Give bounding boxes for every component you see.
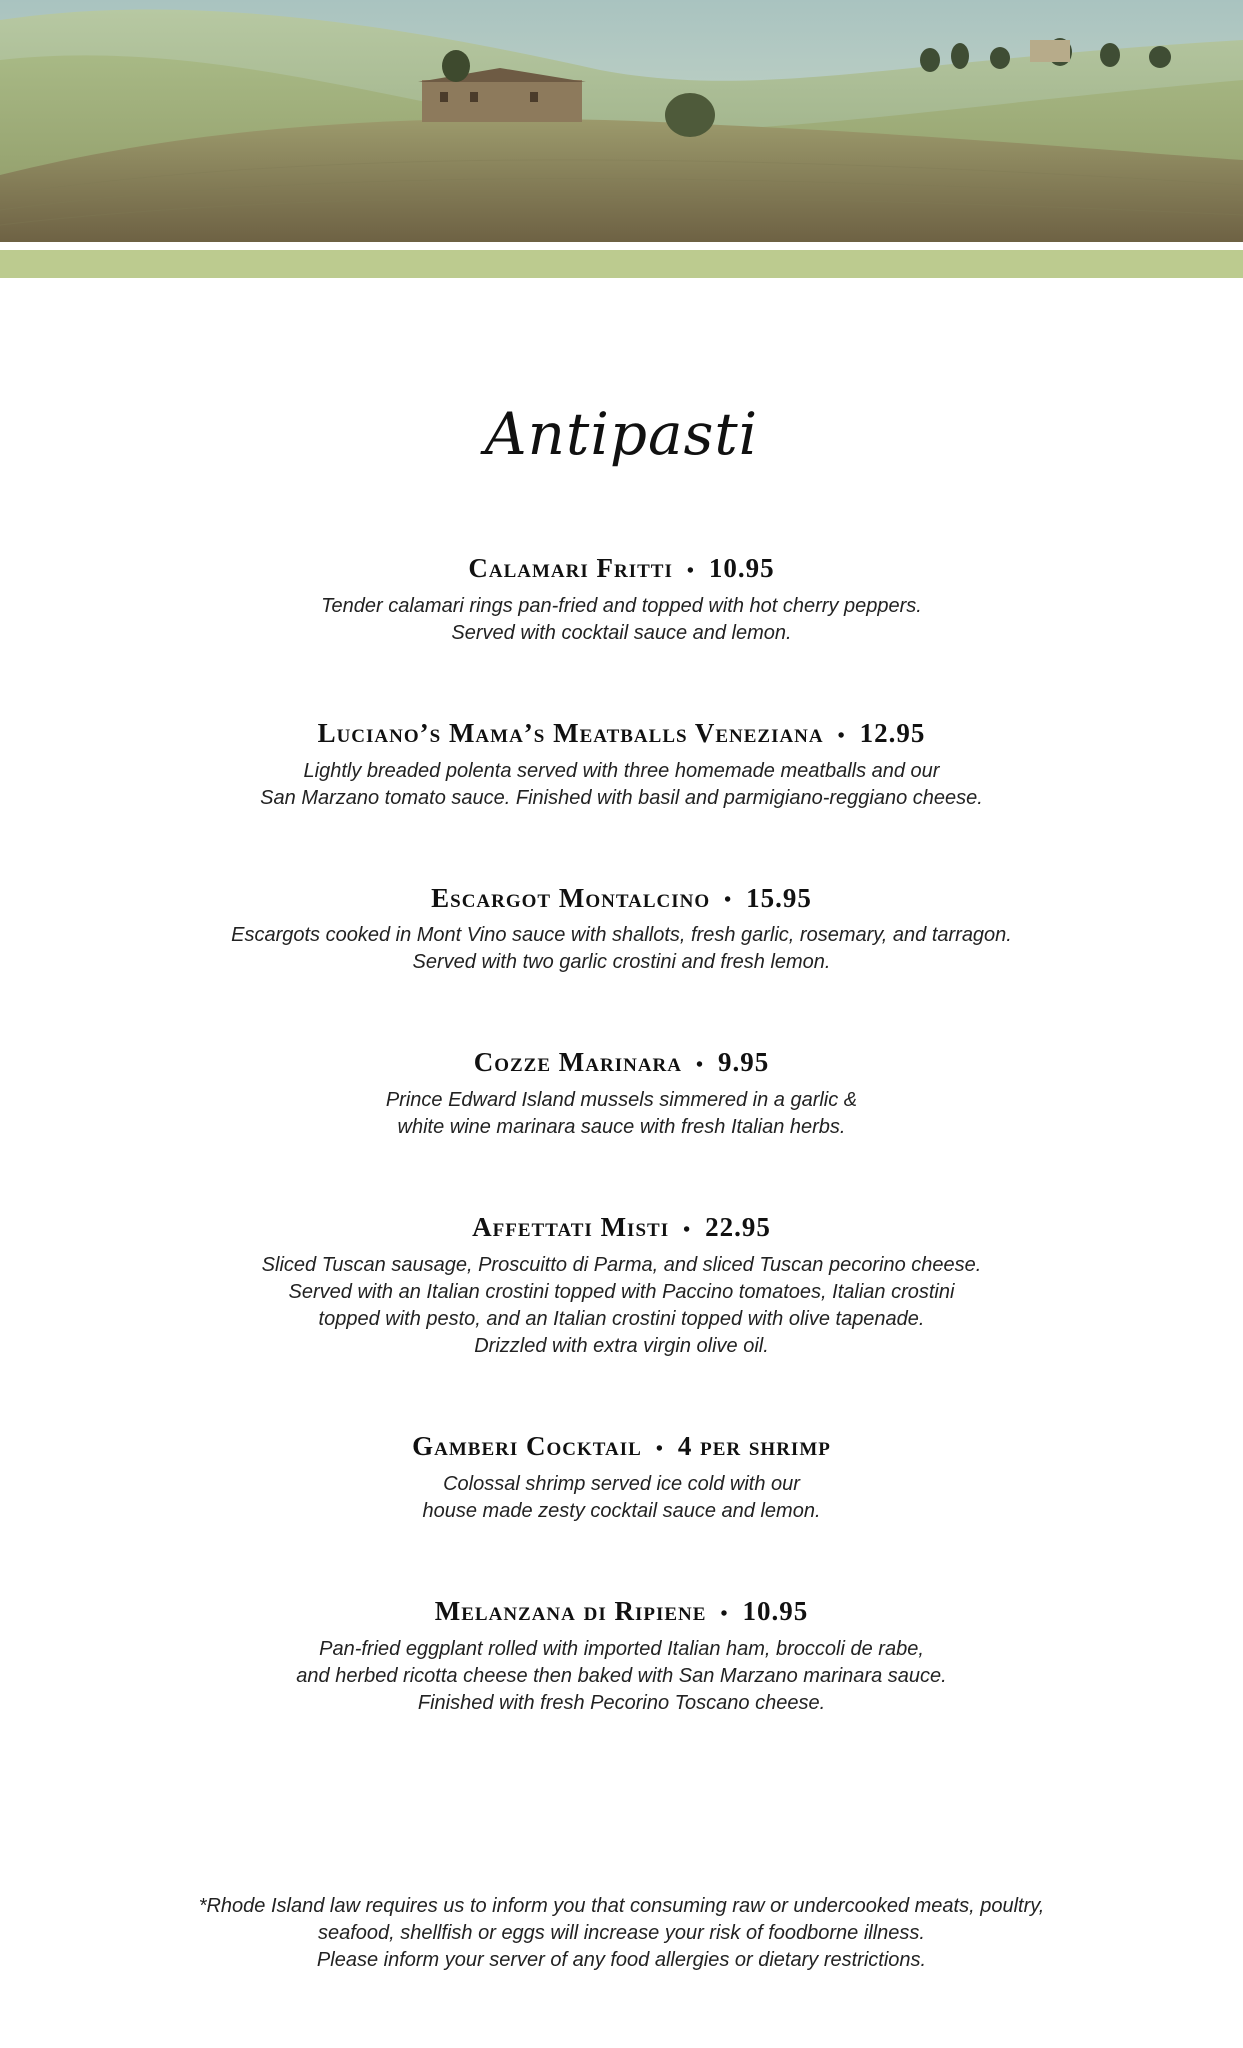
description-line: Sliced Tuscan sausage, Proscuitto di Parma, and sliced Tuscan pecorino cheese. <box>261 1253 982 1276</box>
menu-item-description <box>0 922 1243 976</box>
description-line: Pan-fried eggplant rolled with imported Italian ham, broccoli de rabe, <box>319 1637 924 1660</box>
menu-item-description <box>0 1636 1243 1717</box>
menu-item <box>0 548 1243 647</box>
bullet-separator-icon: • <box>696 1054 705 1077</box>
menu-item-price: 4 per shrimp <box>677 1430 831 1461</box>
description-line: house made zesty cocktail sauce and lemon. <box>422 1499 821 1522</box>
menu-item-description <box>0 1471 1243 1525</box>
description-line: Served with an Italian crostini topped with Paccino tomatoes, Italian crostini <box>288 1280 955 1303</box>
menu-item-header <box>0 1042 1243 1085</box>
menu-item-price: 10.95 <box>708 553 775 583</box>
menu-item-price: 12.95 <box>859 717 926 748</box>
menu-item <box>0 1426 1243 1525</box>
menu-list <box>0 548 1243 1783</box>
landscape-banner-image <box>0 0 1243 242</box>
description-line: Tender calamari rings pan-fried and topped with hot cherry peppers. <box>321 594 922 617</box>
footer-line: Please inform your server of any food allergies or dietary restrictions. <box>316 1949 927 1971</box>
description-line: Lightly breaded polenta served with three homemade meatballs and our <box>303 759 940 782</box>
menu-item-header <box>0 548 1243 591</box>
description-line: Prince Edward Island mussels simmered in a garlic & <box>385 1089 858 1112</box>
menu-item <box>0 1591 1243 1717</box>
menu-item-name: Calamari Fritti <box>468 553 673 583</box>
menu-item <box>0 878 1243 977</box>
menu-item <box>0 713 1243 812</box>
menu-item-header <box>0 713 1243 756</box>
description-line: topped with pesto, and an Italian crostini topped with olive tapenade. <box>318 1307 925 1330</box>
menu-item-name: Melanzana di Ripiene <box>434 1595 707 1626</box>
bullet-separator-icon: • <box>837 724 846 747</box>
description-line: Finished with fresh Pecorino Toscano cheese. <box>417 1691 826 1714</box>
menu-item-description <box>0 1252 1243 1360</box>
bullet-separator-icon: • <box>720 1602 729 1625</box>
menu-item-price: 10.95 <box>742 1595 809 1626</box>
bullet-separator-icon: • <box>724 889 733 912</box>
menu-item-name: Escargot Montalcino <box>431 882 711 913</box>
footer-notice <box>0 1893 1243 1974</box>
menu-item-name: Luciano’s Mama’s Meatballs Veneziana <box>317 717 824 748</box>
menu-item <box>0 1207 1243 1360</box>
footer-line: seafood, shellfish or eggs will increase your risk of foodborne illness. <box>318 1922 925 1944</box>
menu-item-name: Affettati Misti <box>472 1212 670 1243</box>
description-line: Escargots cooked in Mont Vino sauce with shallots, fresh garlic, rosemary, and tarragon. <box>231 924 1012 947</box>
menu-item-header <box>0 1591 1243 1634</box>
description-line: Served with cocktail sauce and lemon. <box>451 621 792 644</box>
description-line: white wine marinara sauce with fresh Italian herbs. <box>397 1116 846 1139</box>
menu-item-name: Gamberi Cocktail <box>412 1430 642 1461</box>
menu-item-header <box>0 1426 1243 1469</box>
footer-line: *Rhode Island law requires us to inform you that consuming raw or undercooked meats, poultry, <box>198 1895 1045 1917</box>
menu-item-price: 22.95 <box>705 1212 771 1243</box>
description-line: San Marzano tomato sauce. Finished with basil and parmigiano-reggiano cheese. <box>260 786 983 809</box>
description-line: Colossal shrimp served ice cold with our <box>443 1472 800 1495</box>
description-line: Served with two garlic crostini and fresh lemon. <box>412 951 831 974</box>
menu-item-description <box>0 758 1243 812</box>
description-line: and herbed ricotta cheese then baked with San Marzano marinara sauce. <box>296 1664 947 1687</box>
menu-item-name: Cozze Marinara <box>473 1047 682 1078</box>
menu-item-price: 15.95 <box>746 882 812 913</box>
bullet-separator-icon: • <box>655 1437 664 1460</box>
menu-item-description <box>0 1087 1243 1141</box>
description-line: Drizzled with extra virgin olive oil. <box>474 1334 769 1357</box>
section-title: Antipasti <box>484 400 759 468</box>
green-divider-stripe <box>0 250 1243 278</box>
menu-item <box>0 1042 1243 1141</box>
menu-item-description <box>0 593 1243 647</box>
menu-item-price: 9.95 <box>718 1047 770 1078</box>
menu-item-header <box>0 1207 1243 1250</box>
bullet-separator-icon: • <box>686 559 695 582</box>
bullet-separator-icon: • <box>683 1218 692 1241</box>
menu-item-header <box>0 878 1243 921</box>
